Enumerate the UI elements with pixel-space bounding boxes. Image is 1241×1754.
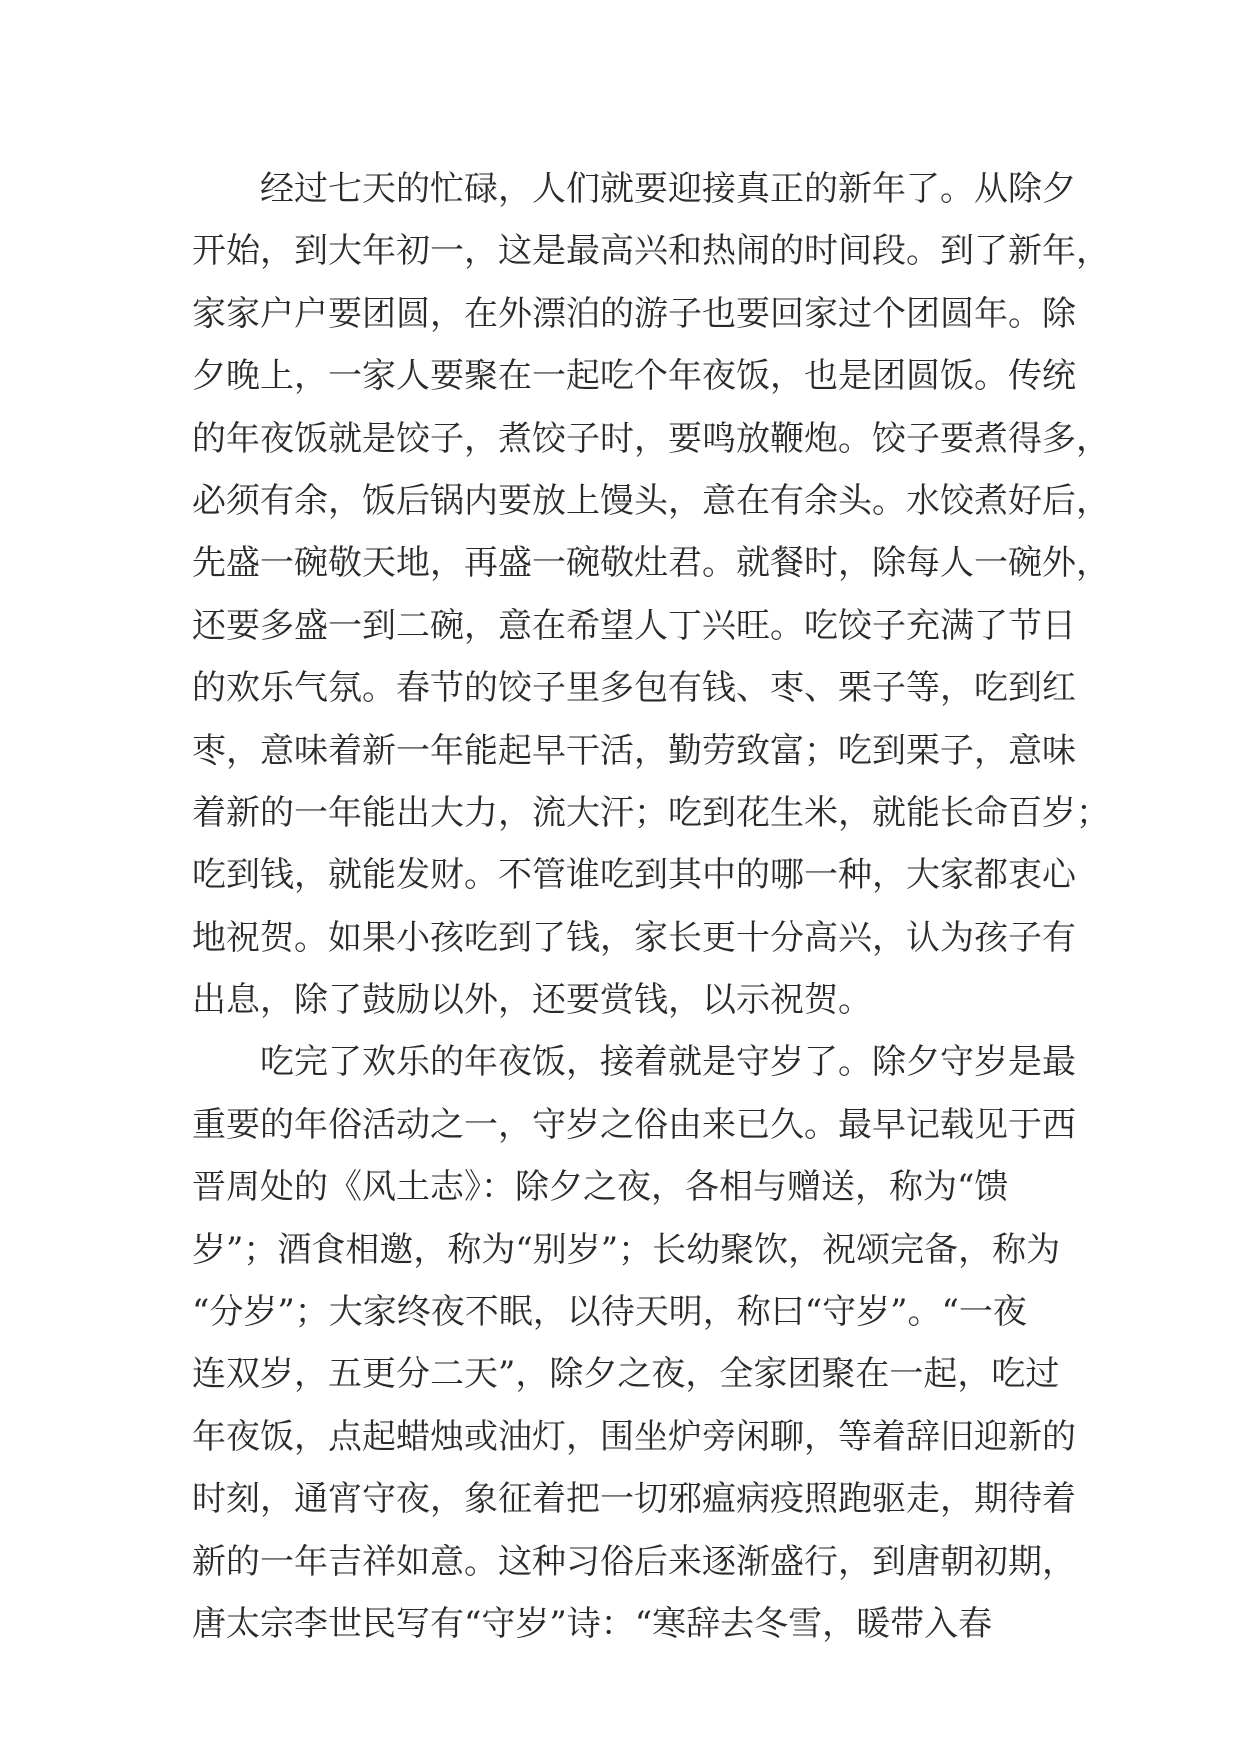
paragraph-1-line: 家家户户要团圆，在外漂泊的游子也要回家过个团圆年。除 [192, 293, 1076, 334]
paragraph-2-line: 晋周处的《风土志》：除夕之夜，各相与赠送，称为“馈 [192, 1167, 1009, 1208]
paragraph-1-line: 必须有余，饭后锅内要放上馒头，意在有余头。水饺煮好后， [192, 480, 1110, 521]
paragraph-1-line: 经过七天的忙碌，人们就要迎接真正的新年了。从除夕 [260, 169, 1076, 209]
paragraph-2-line: 连双岁，五更分二天”，除夕之夜，全家团聚在一起，吃过 [192, 1354, 1060, 1395]
paragraph-1-line: 地祝贺。如果小孩吃到了钱，家长更十分高兴，认为孩子有 [192, 917, 1076, 958]
paragraph-1-line: 的欢乐气氛。春节的饺子里多包有钱、枣、栗子等，吃到红 [192, 668, 1076, 709]
paragraph-1-line: 的年夜饭就是饺子，煮饺子时，要鸣放鞭炮。饺子要煮得多， [192, 418, 1110, 459]
paragraph-1-line: 夕晚上，一家人要聚在一起吃个年夜饭，也是团圆饭。传统 [192, 356, 1076, 397]
paragraph-2-line: 新的一年吉祥如意。这种习俗后来逐渐盛行，到唐朝初期， [192, 1541, 1076, 1582]
paragraph-1-line: 还要多盛一到二碗，意在希望人丁兴旺。吃饺子充满了节日 [192, 605, 1076, 646]
paragraph-2-line: 岁”；酒食相邀，称为“别岁”；长幼聚饮，祝颂完备，称为 [192, 1229, 1061, 1270]
paragraph-1-line: 着新的一年能出大力，流大汗；吃到花生米，就能长命百岁； [192, 792, 1110, 833]
paragraph-1-line: 出息，除了鼓励以外，还要赏钱，以示祝贺。 [192, 980, 872, 1021]
paragraph-2-line: 唐太宗李世民写有“守岁”诗：“寒辞去冬雪，暖带入春 [192, 1603, 993, 1644]
paragraph-2-line: 年夜饭，点起蜡烛或油灯，围坐炉旁闲聊，等着辞旧迎新的 [192, 1416, 1076, 1457]
body-text [192, 158, 1110, 1655]
paragraph-1-line: 枣，意味着新一年能起早干活，勤劳致富；吃到栗子，意味 [192, 730, 1076, 771]
paragraph-1-line: 吃到钱，就能发财。不管谁吃到其中的哪一种，大家都衷心 [192, 855, 1076, 896]
paragraph-1-line: 先盛一碗敬天地，再盛一碗敬灶君。就餐时，除每人一碗外， [192, 543, 1110, 584]
paragraph-2-line: 吃完了欢乐的年夜饭，接着就是守岁了。除夕守岁是最 [260, 1042, 1076, 1083]
paragraph-1-line: 开始，到大年初一，这是最高兴和热闹的时间段。到了新年， [192, 231, 1110, 272]
paragraph-2-line: 时刻，通宵守夜，象征着把一切邪瘟病疫照跑驱走，期待着 [192, 1479, 1076, 1520]
paragraph-2-line: “分岁”；大家终夜不眠，以待天明，称曰“守岁”。“一夜 [192, 1292, 1027, 1333]
paragraph-2-line: 重要的年俗活动之一，守岁之俗由来已久。最早记载见于西 [192, 1104, 1076, 1145]
